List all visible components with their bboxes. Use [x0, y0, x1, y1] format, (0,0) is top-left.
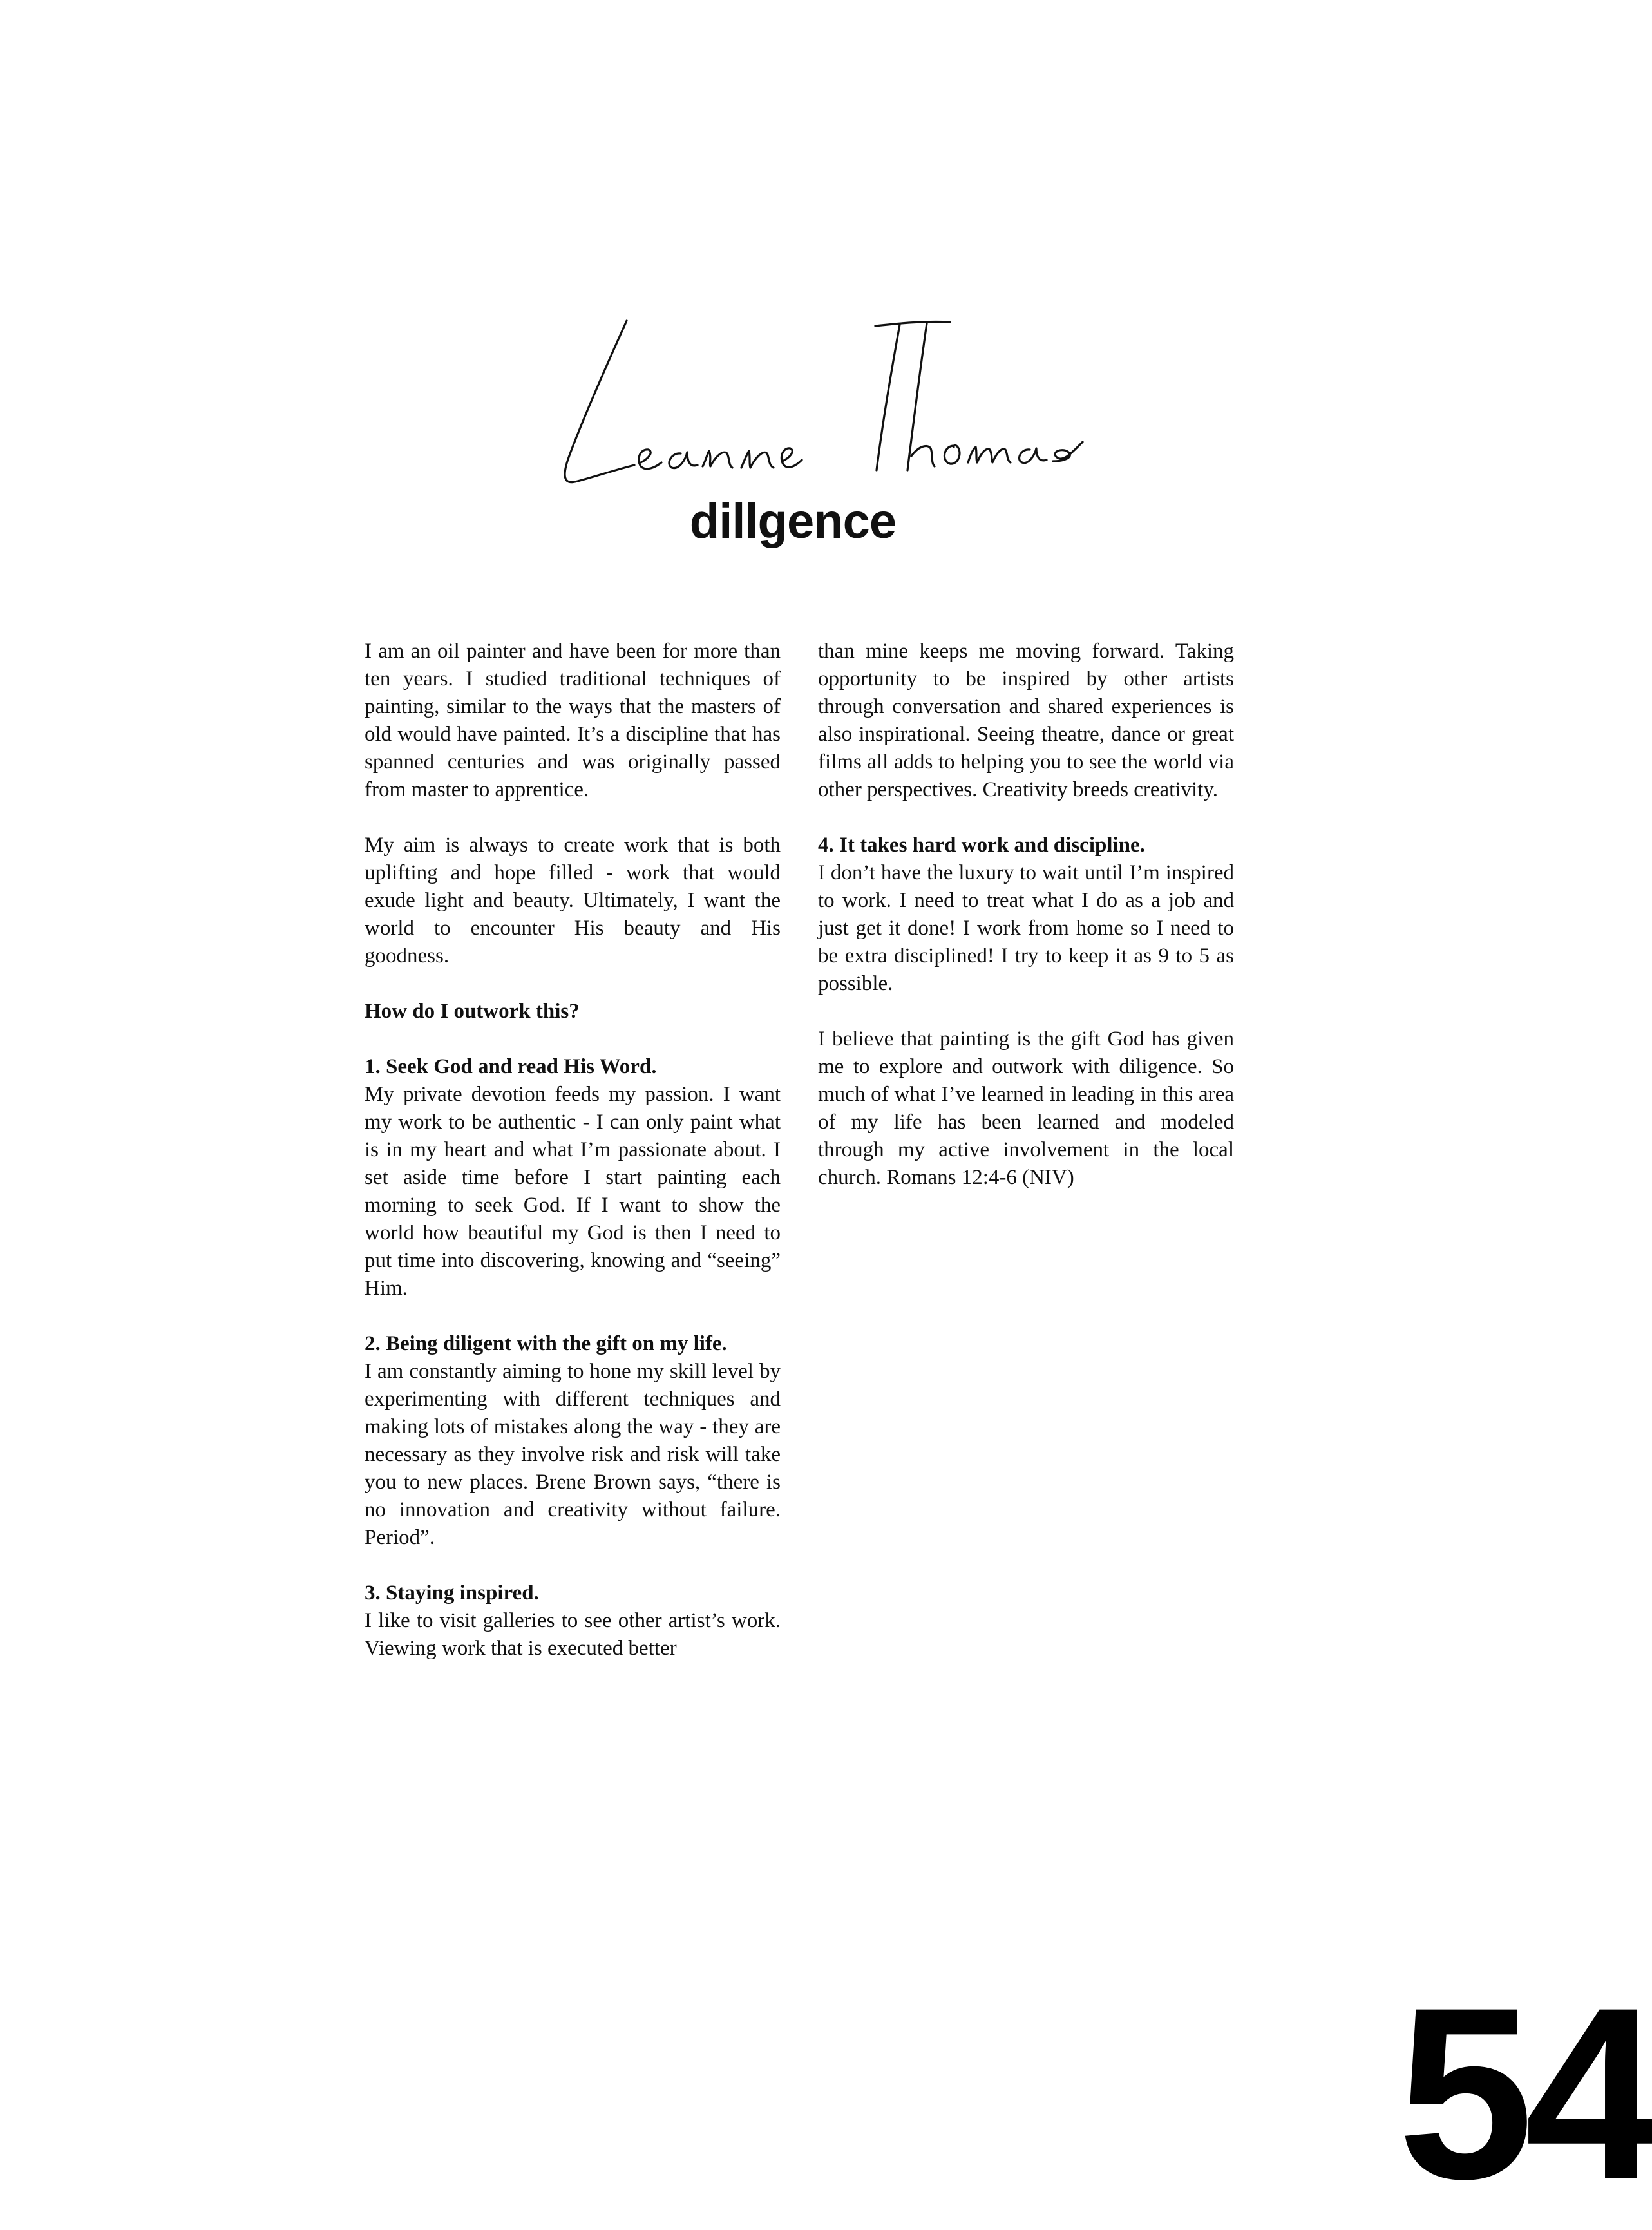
intro-paragraph: I am an oil painter and have been for more than ten years. I studied traditional techniques of painting, similar to the ways that the masters of old would have painted. It’s a discipline that has spanned centuries and was originally passed from master to apprentice.: [365, 640, 781, 801]
point-body: My private devotion feeds my passion. I want my work to be authentic - I can only paint what is in my heart and what I’m passionate about. I set aside time before I start painting each morning to seek God. If I want to show the world how beautiful my God is then I need to put time into discovering, knowing and “seeing” Him.: [365, 1083, 781, 1300]
point-body: I am constantly aiming to hone my skill level by experimenting with different techniques and making lots of mistakes along the way - they are necessary as they involve risk and risk will take you to new places. Brene Brown says, “there is no innovation and creativity without failure. Period”.: [365, 1360, 781, 1549]
page-title: dillgence: [689, 494, 897, 549]
point-body: I like to visit galleries to see other artist’s work. Viewing work that is executed better: [365, 1609, 781, 1660]
point-heading: 4. It takes hard work and discipline.: [818, 834, 1145, 857]
intro-paragraph: My aim is always to create work that is both uplifting and hope filled - work that would exude light and beauty. Ultimately, I want the world to encounter His beauty and His goodness.: [365, 834, 781, 967]
question-heading: How do I outwork this?: [365, 1000, 580, 1023]
article-column-right: [818, 638, 1234, 1192]
section-question: [365, 998, 781, 1025]
point-1: [365, 1053, 781, 1302]
point-body: I don’t have the luxury to wait until I’m inspired to work. I need to treat what I do as a job and just get it done! I work from home so I need to be extra disciplined! I try to keep it as 9 to 5 as possible.: [818, 861, 1234, 995]
point-heading: 3. Staying inspired.: [365, 1581, 539, 1605]
closing-paragraph: I believe that painting is the gift God has given me to explore and outwork with diligence. So much of what I’ve learned in leading in this area of my life has been learned and modeled through my active involvement in the local church. Romans 12:4-6 (NIV): [818, 1027, 1234, 1189]
point-2: [365, 1330, 781, 1552]
page-number: 54: [1398, 1956, 1652, 2230]
point-3: [365, 1579, 781, 1663]
signature-drawing: [538, 309, 1085, 496]
author-signature: [538, 309, 1085, 496]
point-heading: 2. Being diligent with the gift on my life.: [365, 1332, 727, 1355]
article-column-left: [365, 638, 781, 1663]
point-4: [818, 832, 1234, 998]
point-3-continued: than mine keeps me moving forward. Taking opportunity to be inspired by other artists through conversation and shared experiences is also inspirational. Seeing theatre, dance or great films all adds to helping you to see the world via other perspectives. Creativity breeds creativity.: [818, 640, 1234, 801]
point-heading: 1. Seek God and read His Word.: [365, 1055, 657, 1078]
